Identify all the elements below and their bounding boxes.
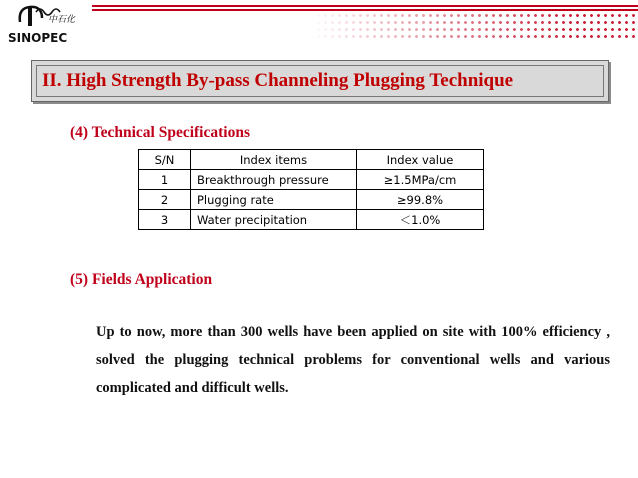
header-stripe <box>92 5 638 7</box>
cell-index-item: Plugging rate <box>191 190 357 210</box>
cell-index-value: ＜1.0% <box>357 210 484 230</box>
table-row <box>139 190 484 210</box>
column-header-sn: S/N <box>139 150 191 170</box>
section-heading-specifications: (4) Technical Specifications <box>70 124 250 141</box>
application-paragraph: Up to now, more than 300 wells have been applied on site with 100% efficiency , solved the plugging technical problems for conventional wells and various complicated and difficult wells. <box>96 324 610 396</box>
cell-index-value: ≥99.8% <box>357 190 484 210</box>
cell-index-value: ≥1.5MPa/cm <box>357 170 484 190</box>
section-heading-fields-application: (5) Fields Application <box>70 271 213 288</box>
dot-pattern <box>308 12 638 42</box>
column-header-index-value: Index value <box>357 150 484 170</box>
cell-sn: 2 <box>139 190 191 210</box>
cell-sn: 3 <box>139 210 191 230</box>
table-row <box>139 210 484 230</box>
cell-index-item: Water precipitation <box>191 210 357 230</box>
cell-index-item: Breakthrough pressure <box>191 170 357 190</box>
title-banner <box>31 60 609 102</box>
svg-text:中石化: 中石化 <box>48 15 76 25</box>
specifications-table <box>138 149 484 230</box>
header-decoration <box>92 4 638 44</box>
header-stripe <box>92 9 638 11</box>
logo-wordmark: SINOPEC <box>8 31 68 45</box>
column-header-index-items: Index items <box>191 150 357 170</box>
table-row <box>139 170 484 190</box>
sinopec-logo <box>6 4 90 48</box>
slide-title: II. High Strength By-pass Channeling Plugging Technique <box>42 70 514 91</box>
cell-sn: 1 <box>139 170 191 190</box>
table-header-row <box>139 150 484 170</box>
